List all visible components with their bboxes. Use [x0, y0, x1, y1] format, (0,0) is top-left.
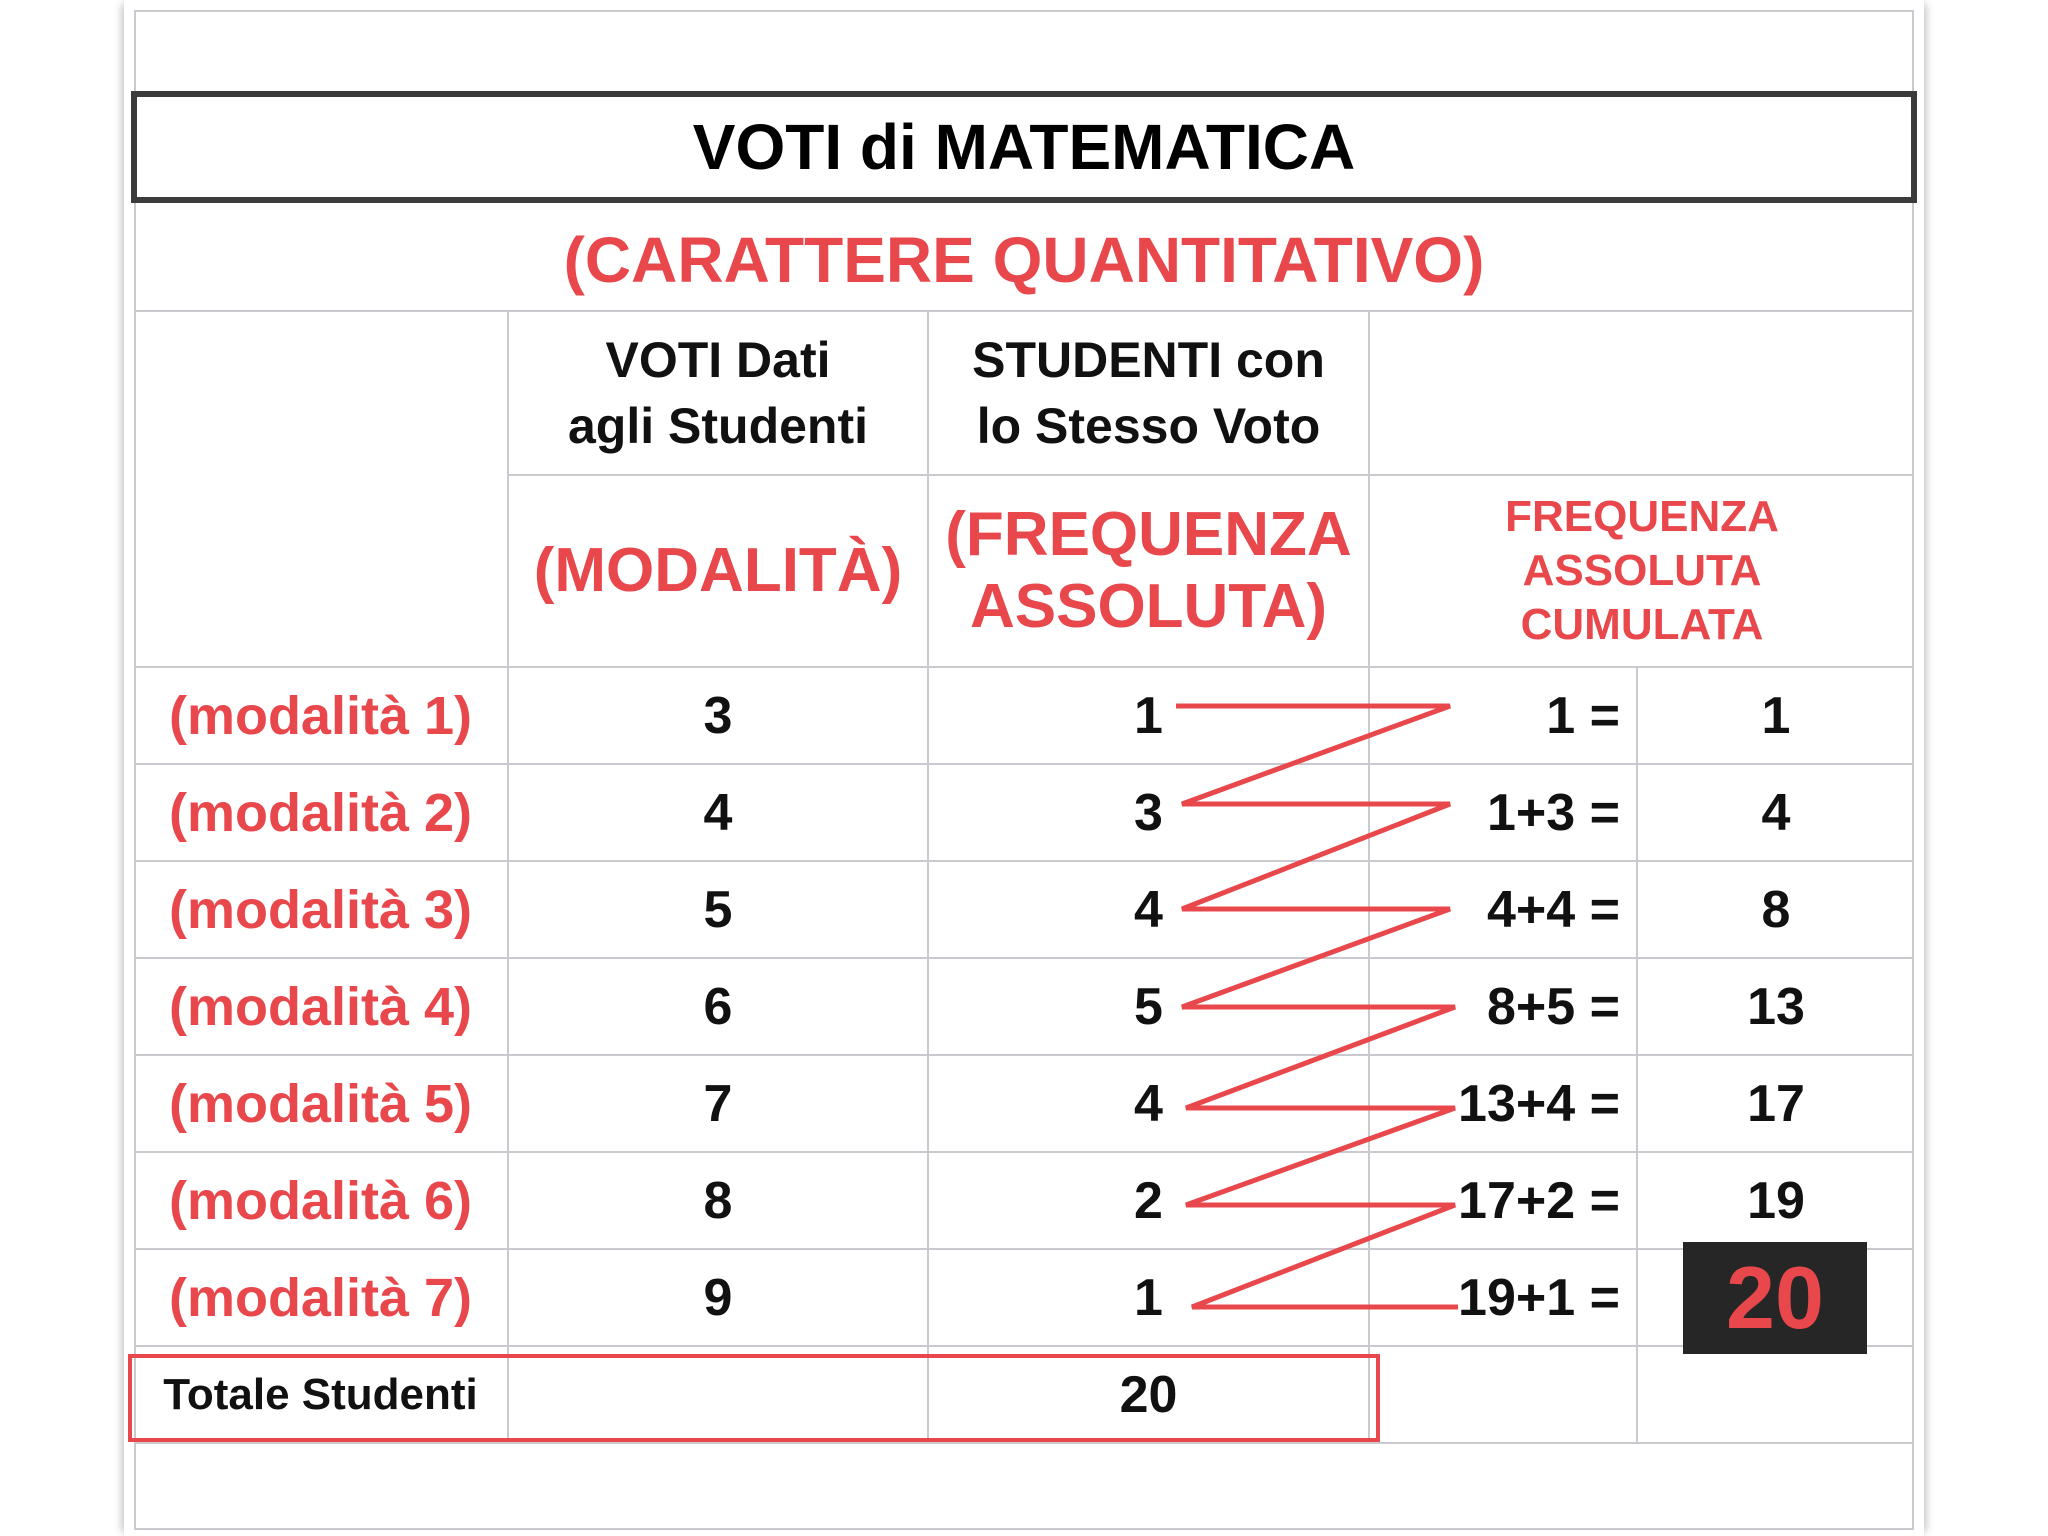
row-label: (modalità 2)	[168, 782, 473, 843]
row-cumulata: 1	[1761, 686, 1791, 745]
row-cumulata: 13	[1747, 977, 1805, 1036]
row-label: (modalità 5)	[168, 1073, 473, 1134]
header-cumulata-line2: ASSOLUTA	[1522, 546, 1762, 595]
row-cumulata: 8	[1761, 880, 1791, 939]
row-sum: 8+5 =	[1486, 977, 1620, 1036]
header-cumulata-line1: FREQUENZA	[1505, 492, 1779, 541]
row-sum: 19+1 =	[1458, 1268, 1620, 1327]
row-sum: 4+4 =	[1486, 880, 1620, 939]
header-modalita: (MODALITÀ)	[533, 536, 903, 605]
row-label: (modalità 3)	[168, 879, 473, 940]
row-voto: 8	[703, 1171, 733, 1230]
row-cumulata: 19	[1747, 1171, 1805, 1230]
row-frequenza: 4	[1134, 1074, 1163, 1133]
row-frequenza: 3	[1134, 783, 1163, 842]
row-frequenza: 5	[1134, 977, 1163, 1036]
row-cumulata: 17	[1747, 1074, 1805, 1133]
row-sum: 13+4 =	[1458, 1074, 1620, 1133]
header-studenti-line1: STUDENTI con	[972, 332, 1325, 388]
row-sum: 17+2 =	[1458, 1171, 1620, 1230]
row-voto: 7	[703, 1074, 733, 1133]
row-label: (modalità 6)	[168, 1170, 473, 1231]
row-label: (modalità 1)	[168, 685, 473, 746]
total-value: 20	[1119, 1365, 1178, 1424]
row-frequenza: 2	[1134, 1171, 1163, 1230]
row-sum: 1+3 =	[1486, 783, 1620, 842]
header-voti-line1: VOTI Dati	[605, 332, 831, 388]
row-frequenza: 1	[1134, 686, 1163, 745]
subtitle: (CARATTERE QUANTITATIVO)	[563, 224, 1485, 296]
row-sum: 1 =	[1546, 686, 1620, 745]
total-label: Totale Studenti	[163, 1369, 478, 1419]
row-voto: 9	[703, 1268, 733, 1327]
row-voto: 6	[703, 977, 733, 1036]
row-label: (modalità 7)	[168, 1267, 473, 1328]
header-frequenza-line2: ASSOLUTA)	[969, 572, 1328, 641]
row-frequenza: 1	[1134, 1268, 1163, 1327]
final-cumulative-highlight: 20	[1683, 1242, 1867, 1354]
row-voto: 5	[703, 880, 733, 939]
header-cumulata-line3: CUMULATA	[1520, 600, 1764, 649]
header-voti-line2: agli Studenti	[568, 398, 868, 454]
title-text: VOTI di MATEMATICA	[692, 111, 1356, 183]
row-voto: 3	[703, 686, 733, 745]
row-frequenza: 4	[1134, 880, 1163, 939]
header-studenti-line2: lo Stesso Voto	[976, 398, 1321, 454]
header-frequenza-line1: (FREQUENZA	[945, 500, 1352, 569]
zigzag-line	[1176, 706, 1458, 1307]
row-voto: 4	[703, 783, 733, 842]
row-cumulata: 4	[1761, 783, 1791, 842]
row-label: (modalità 4)	[168, 976, 473, 1037]
